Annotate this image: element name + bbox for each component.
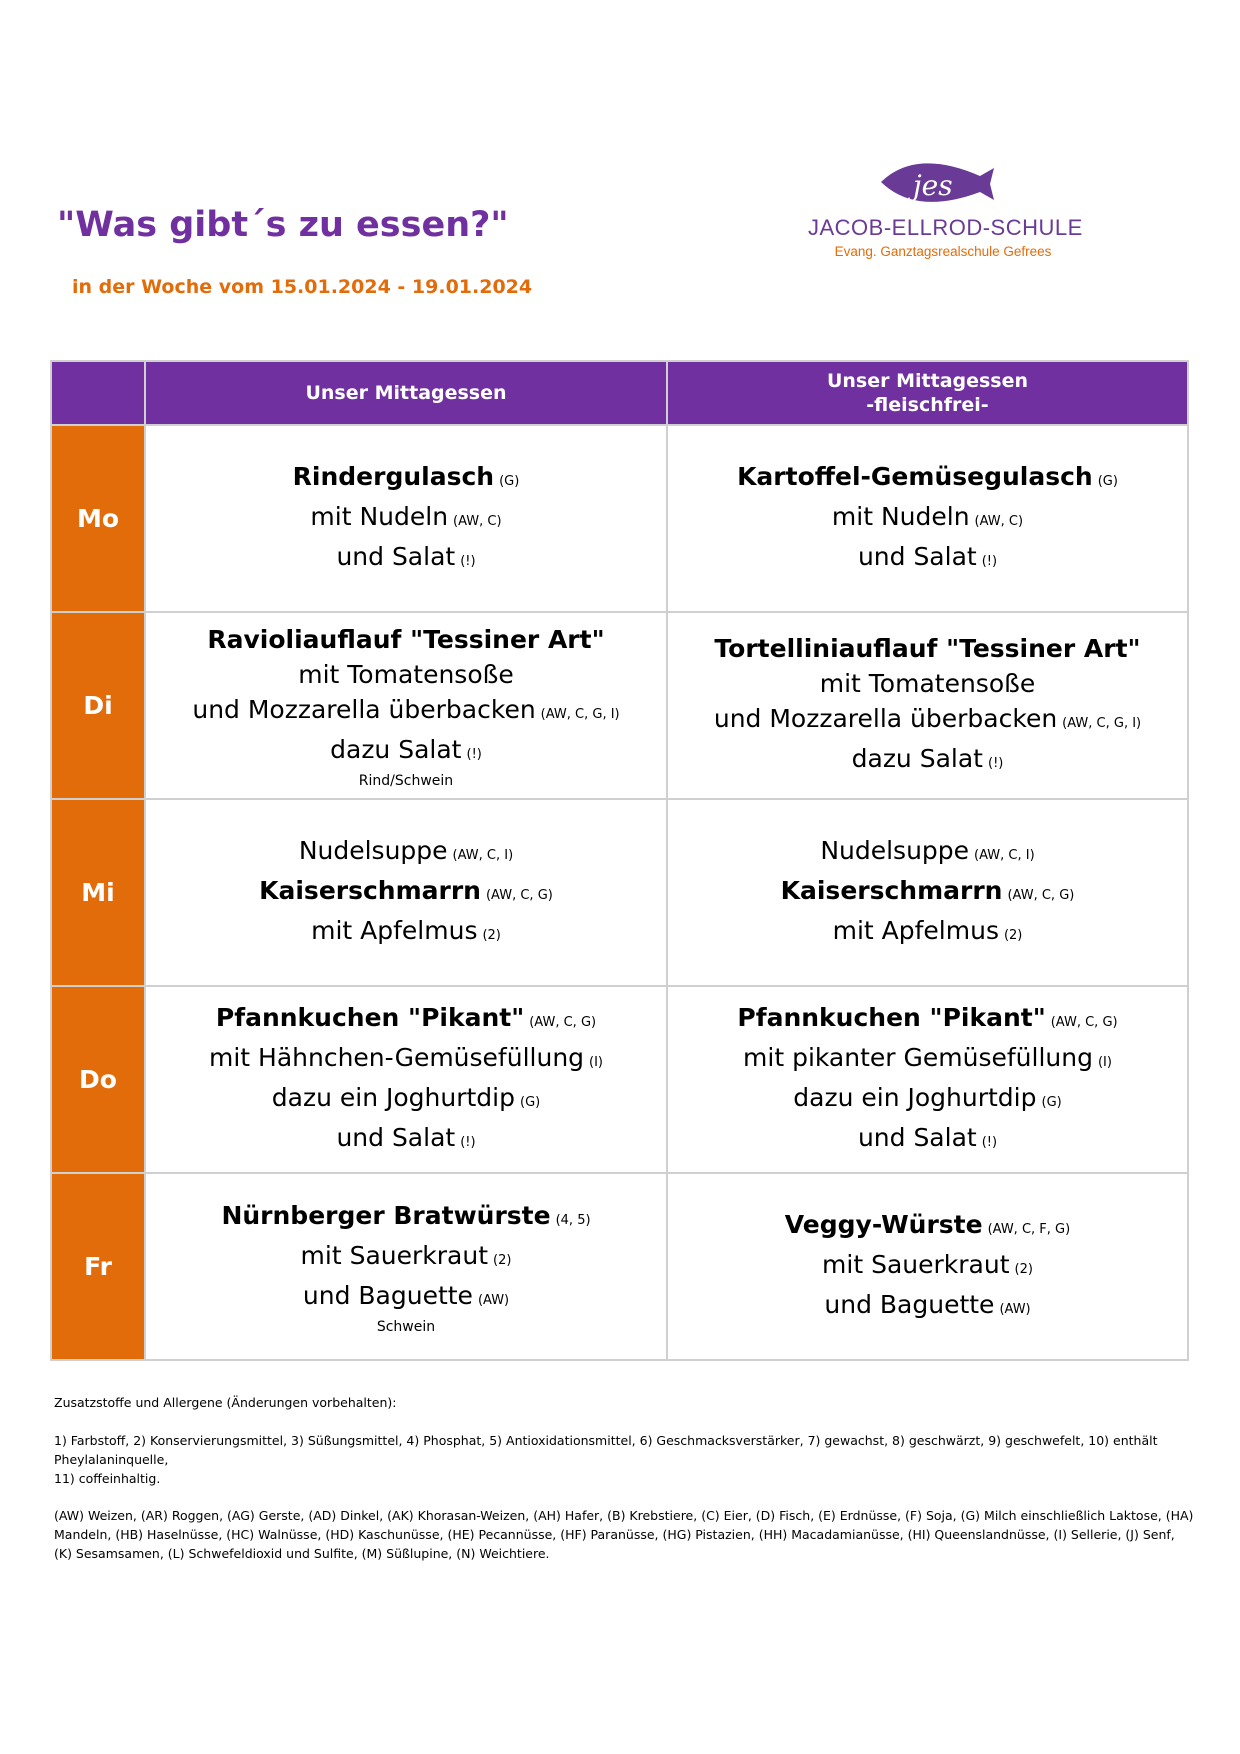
dish-line bbox=[146, 1080, 666, 1120]
allergen-codes: (AW, C, G) bbox=[1050, 1014, 1118, 1030]
header-col2-line1: Unser Mittagessen bbox=[826, 370, 1029, 392]
dish-line bbox=[146, 873, 666, 913]
dish-line bbox=[668, 1120, 1187, 1160]
dish-line bbox=[146, 1120, 666, 1160]
logo-school-subtitle: Evang. Ganztagsrealschule Gefrees bbox=[834, 244, 1052, 259]
dish-line bbox=[146, 1040, 666, 1080]
allergen-codes: (!) bbox=[460, 553, 476, 569]
dish-text: dazu Salat bbox=[851, 743, 983, 773]
allergen-codes: (AW, C) bbox=[453, 513, 502, 529]
allergen-codes: (!) bbox=[988, 755, 1004, 771]
dish-text: Tortelliniauflauf "Tessiner Art" bbox=[714, 633, 1141, 663]
footer-additives: 1) Farbstoff, 2) Konservierungsmittel, 3) Süßungsmittel, 4) Phosphat, 5) Antioxidationsmittel, 6) Geschmacksverstärker, 7) gewachst, 8) geschwärzt, 9) geschwefelt, 10) enthält Pheylalaninquelle, bbox=[54, 1433, 1158, 1467]
allergen-codes: (!) bbox=[466, 746, 482, 762]
dish-text: mit Sauerkraut bbox=[300, 1240, 489, 1270]
allergen-codes: (!) bbox=[460, 1134, 476, 1150]
day-label: Fr bbox=[51, 1173, 145, 1360]
dish-text: Pfannkuchen "Pikant" bbox=[215, 1002, 525, 1032]
allergen-codes: (AW) bbox=[999, 1301, 1031, 1317]
dish-text: und Salat bbox=[336, 541, 456, 571]
dish-text: und Baguette bbox=[824, 1289, 995, 1319]
dish-line bbox=[668, 499, 1187, 539]
allergen-codes: (G) bbox=[1041, 1094, 1062, 1110]
dish-line bbox=[146, 622, 666, 657]
logo-school-name: JACOB-ELLROD-SCHULE bbox=[808, 215, 1083, 240]
table-row bbox=[51, 425, 1188, 612]
menu-cell bbox=[145, 986, 667, 1173]
header-col2 bbox=[667, 361, 1188, 425]
dish-text: Ravioliauflauf "Tessiner Art" bbox=[207, 624, 605, 654]
dish-text: Kartoffel-Gemüsegulasch bbox=[737, 461, 1093, 491]
allergen-codes: (2) bbox=[482, 927, 501, 943]
dish-line bbox=[146, 732, 666, 772]
dish-line bbox=[668, 741, 1187, 781]
footer-allergens: (AW) Weizen, (AR) Roggen, (AG) Gerste, (AD) Dinkel, (AK) Khorasan-Weizen, (AH) Hafer, (B) Krebstiere, (C) Eier, (D) Fisch, (E) Erdnüsse, (F) Soja, (G) Milch einschließlich Laktose, (HA) Mandeln, (HB) Haselnüsse, (HC) Walnüsse, (HD) Kaschunüsse, (HE) Pecannüsse, (HF) Paranüsse, (HG) Pistazien, (HH) Macadamianüsse, (HI) Queenslandnüsse, (I) Sellerie, (J) Senf, (K) Sesamsamen, (L) Schwefeldioxid und Sulfite, (M) Süßlupine, (N) Weichtiere. bbox=[54, 1508, 1194, 1561]
allergen-codes: (AW, C, I) bbox=[974, 847, 1035, 863]
allergen-codes: (G) bbox=[1097, 473, 1118, 489]
dish-text: und Baguette bbox=[302, 1280, 473, 1310]
allergen-codes: (!) bbox=[981, 553, 998, 569]
menu-cell-vegetarian bbox=[667, 799, 1188, 986]
dish-text: mit Tomatensoße bbox=[298, 659, 514, 689]
menu-body bbox=[51, 425, 1188, 1360]
dish-line bbox=[146, 1000, 666, 1040]
day-label: Do bbox=[51, 986, 145, 1173]
allergen-codes: (2) bbox=[1014, 1261, 1033, 1277]
dish-line bbox=[146, 833, 666, 873]
dish-line bbox=[146, 657, 666, 692]
allergen-codes: (AW, C, G) bbox=[1007, 887, 1075, 903]
allergen-codes: (AW, C, I) bbox=[452, 847, 514, 863]
allergen-codes: (AW, C, G) bbox=[485, 887, 553, 903]
dish-text: mit Nudeln bbox=[831, 501, 970, 531]
dish-line bbox=[146, 459, 666, 499]
dish-text: dazu ein Joghurtdip bbox=[271, 1082, 515, 1112]
dish-line bbox=[668, 1080, 1187, 1120]
menu-cell-vegetarian bbox=[667, 1173, 1188, 1360]
footer-heading: Zusatzstoffe und Allergene (Änderungen vorbehalten): bbox=[54, 1395, 397, 1410]
meat-note: Schwein bbox=[376, 1318, 436, 1335]
dish-text: und Salat bbox=[336, 1122, 456, 1152]
dish-line bbox=[668, 666, 1187, 701]
dish-text: Nudelsuppe bbox=[820, 835, 970, 865]
allergen-codes: (2) bbox=[493, 1252, 512, 1268]
dish-text: und Mozzarella überbacken bbox=[713, 703, 1058, 733]
dish-line bbox=[668, 833, 1187, 873]
day-label: Mi bbox=[51, 799, 145, 986]
dish-text: Nürnberger Bratwürste bbox=[221, 1200, 551, 1230]
menu-table bbox=[50, 360, 1189, 1361]
menu-cell-vegetarian bbox=[667, 612, 1188, 799]
dish-line bbox=[146, 1278, 666, 1318]
fish-logo-icon bbox=[808, 158, 1078, 218]
dish-line bbox=[668, 1000, 1187, 1040]
dish-text: Kaiserschmarrn bbox=[780, 875, 1003, 905]
dish-text: und Salat bbox=[857, 541, 977, 571]
dish-line bbox=[146, 913, 666, 953]
dish-text: mit Sauerkraut bbox=[822, 1249, 1010, 1279]
allergen-codes: (I) bbox=[589, 1054, 604, 1070]
menu-cell-vegetarian bbox=[667, 986, 1188, 1173]
allergen-codes: (AW) bbox=[477, 1292, 510, 1308]
dish-line bbox=[668, 873, 1187, 913]
header-col2-line2: -fleischfrei- bbox=[866, 394, 989, 416]
day-label: Di bbox=[51, 612, 145, 799]
dish-line bbox=[146, 1198, 666, 1238]
dish-line bbox=[668, 539, 1187, 579]
dish-text: Veggy-Würste bbox=[784, 1209, 983, 1239]
dish-line bbox=[668, 1040, 1187, 1080]
dish-line bbox=[668, 1287, 1187, 1327]
allergen-codes: (AW, C) bbox=[974, 513, 1024, 529]
dish-text: mit pikanter Gemüsefüllung bbox=[743, 1042, 1093, 1072]
dish-line bbox=[668, 459, 1187, 499]
menu-cell bbox=[145, 799, 667, 986]
menu-cell bbox=[145, 1173, 667, 1360]
logo-mark-text: jes bbox=[913, 169, 953, 202]
dish-text: und Salat bbox=[857, 1122, 977, 1152]
school-logo bbox=[808, 158, 1083, 268]
dish-text: mit Nudeln bbox=[310, 501, 449, 531]
dish-line bbox=[668, 913, 1187, 953]
allergen-codes: (AW, C, G, I) bbox=[1062, 715, 1142, 731]
dish-line bbox=[668, 1247, 1187, 1287]
dish-text: mit Apfelmus bbox=[311, 915, 478, 945]
dish-line bbox=[146, 692, 666, 732]
table-row bbox=[51, 1173, 1188, 1360]
allergen-codes: (4, 5) bbox=[555, 1212, 591, 1228]
meat-note: Rind/Schwein bbox=[358, 772, 454, 789]
table-row bbox=[51, 799, 1188, 986]
menu-cell bbox=[145, 612, 667, 799]
dish-text: Pfannkuchen "Pikant" bbox=[737, 1002, 1046, 1032]
dish-text: mit Tomatensoße bbox=[819, 668, 1036, 698]
allergen-codes: (G) bbox=[520, 1094, 541, 1110]
dish-line bbox=[668, 631, 1187, 666]
dish-line bbox=[146, 539, 666, 579]
menu-cell-vegetarian bbox=[667, 425, 1188, 612]
allergen-codes: (I) bbox=[1097, 1054, 1112, 1070]
table-row bbox=[51, 986, 1188, 1173]
dish-text: dazu ein Joghurtdip bbox=[793, 1082, 1037, 1112]
dish-text: mit Apfelmus bbox=[832, 915, 999, 945]
allergen-codes: (!) bbox=[981, 1134, 998, 1150]
allergen-codes: (G) bbox=[499, 473, 520, 489]
dish-text: Kaiserschmarrn bbox=[259, 875, 481, 905]
allergen-codes: (AW, C, F, G) bbox=[987, 1221, 1071, 1237]
dish-text: Rindergulasch bbox=[292, 461, 495, 491]
dish-text: und Mozzarella überbacken bbox=[192, 694, 536, 724]
page-title: "Was gibt´s zu essen?" bbox=[57, 205, 509, 245]
allergen-codes: (AW, C, G, I) bbox=[540, 706, 620, 722]
header-col1: Unser Mittagessen bbox=[145, 361, 667, 425]
week-subtitle: in der Woche vom 15.01.2024 - 19.01.2024 bbox=[72, 276, 533, 298]
dish-line bbox=[146, 499, 666, 539]
footer-additives-2: 11) coffeinhaltig. bbox=[54, 1471, 161, 1486]
dish-line bbox=[668, 1207, 1187, 1247]
table-row bbox=[51, 612, 1188, 799]
dish-text: dazu Salat bbox=[330, 734, 462, 764]
menu-cell bbox=[145, 425, 667, 612]
dish-text: Nudelsuppe bbox=[298, 835, 448, 865]
dish-line bbox=[668, 701, 1187, 741]
day-label: Mo bbox=[51, 425, 145, 612]
dish-line bbox=[146, 1238, 666, 1278]
allergen-codes: (AW, C, G) bbox=[529, 1014, 597, 1030]
table-header-row bbox=[51, 361, 1188, 425]
dish-text: mit Hähnchen-Gemüsefüllung bbox=[208, 1042, 585, 1072]
allergen-codes: (2) bbox=[1003, 927, 1023, 943]
header-day-cell bbox=[51, 361, 145, 425]
